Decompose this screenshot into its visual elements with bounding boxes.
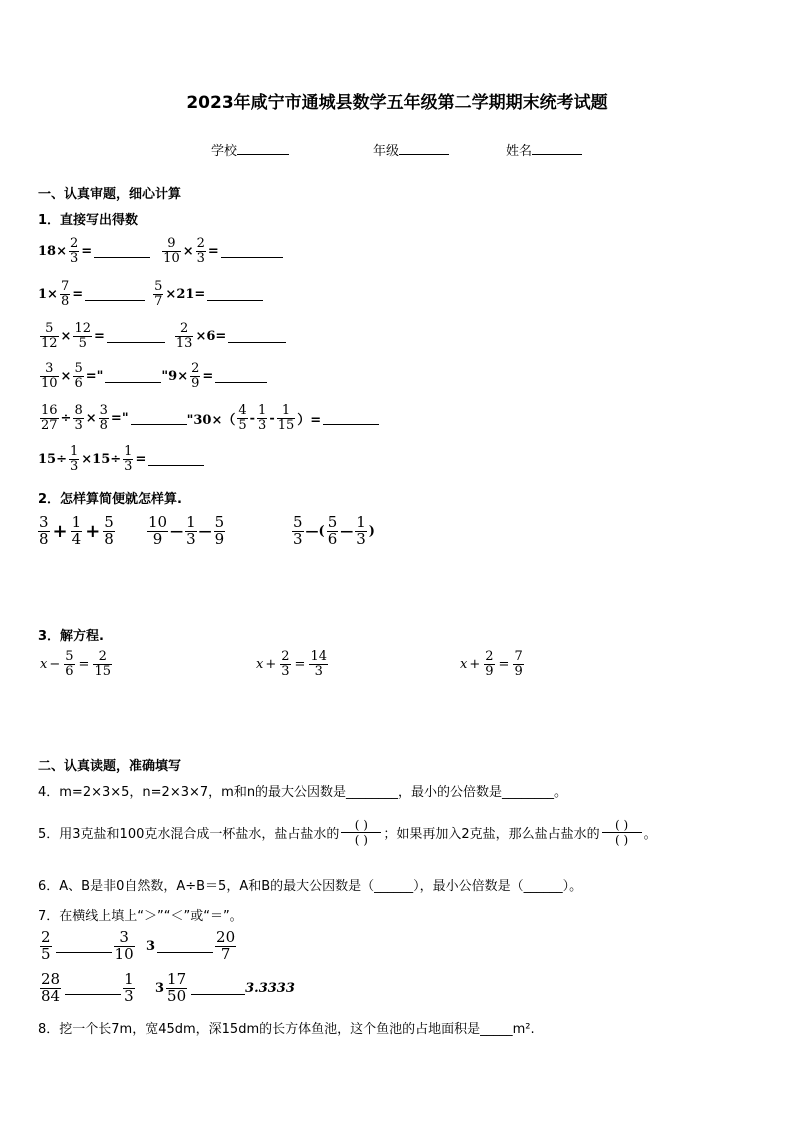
equation-3: x + $\frac{2}{9}$ = $\frac{7}{9}$: [460, 649, 523, 679]
question-7: 7．在横线上填上“＞”“＜”或“＝”。: [38, 909, 243, 924]
equation-2: x + $\frac{2}{3}$ = $\frac{14}{3}$: [256, 649, 327, 679]
page-title: 2023年咸宁市通城县数学五年级第二学期期末统考试题: [186, 93, 608, 113]
question-6: 6．A、B是非0自然数，A÷B＝5，A和B的最大公因数是（______），最小公倍数是（______）。: [38, 879, 583, 894]
question-5: 5．用3克盐和100克水混合成一杯盐水，盐占盐水的 $\frac{( )}{( )}$ ；如果再加入2克盐，那么盐占盐水的 $\frac{( )}{( )}$ 。: [38, 818, 657, 847]
compare-row-1a: $\frac{2}{5}$ $\frac{3}{10}$: [41, 928, 134, 963]
section-2-heading: 二、认真读题，准确填写: [38, 759, 182, 774]
calc-row-4: $\frac{3}{10}$ × $\frac{5}{6}$ =" "9× $\frac{2}{9}$ =: [38, 362, 267, 390]
calc-row-5: $\frac{16}{27}$ ÷ $\frac{8}{3}$ × $\frac{3}{8}$ =" "30×（ $\frac{4}{5}$ - $\frac{1}{3}$ - $\frac{1}{15}$ ）=: [38, 404, 379, 432]
equation-1: x − $\frac{5}{6}$ = $\frac{2}{15}$: [40, 649, 111, 679]
question-2: 2．怎样算简便就怎样算.: [38, 492, 182, 507]
simplify-expr-1: $\frac{3}{8}$ + $\frac{1}{4}$ + $\frac{5}{8}$: [39, 513, 114, 548]
calc-row-3: $\frac{5}{12}$ × $\frac{12}{5}$ = $\frac{2}{13}$ ×6=: [38, 322, 286, 350]
question-3: 3．解方程.: [38, 629, 104, 644]
simplify-expr-3: $\frac{5}{3}$ —( $\frac{5}{6}$ — $\frac{1}{3}$ ): [293, 513, 375, 548]
question-4: 4．m=2×3×5，n=2×3×7，m和n的最大公因数是________，最小的公倍数是________。: [38, 785, 568, 800]
compare-row-2b: 3 $\frac{17}{50}$ 3.3333: [155, 970, 295, 1005]
calc-row-1: 18× $\frac{2}{3}$ = $\frac{9}{10}$ × $\frac{2}{3}$ =: [38, 237, 283, 265]
compare-row-2a: $\frac{28}{84}$ $\frac{1}{3}$: [41, 970, 134, 1005]
simplify-expr-2: $\frac{10}{9}$ — $\frac{1}{3}$ — $\frac{5}{9}$: [148, 513, 225, 548]
question-1: 1．直接写出得数: [38, 213, 139, 228]
name-field: 姓名: [506, 140, 582, 159]
question-8: 8．挖一个长7m，宽45dm，深15dm的长方体鱼池，这个鱼池的占地面积是_____m².: [38, 1022, 535, 1037]
school-field: 学校: [211, 140, 289, 159]
grade-field: 年级: [373, 140, 449, 159]
calc-row-6: 15÷ $\frac{1}{3}$ ×15÷ $\frac{1}{3}$ =: [38, 445, 204, 473]
compare-row-1b: 3 $\frac{20}{7}$: [146, 928, 236, 963]
calc-row-2: 1× $\frac{7}{8}$ = $\frac{5}{7}$ ×21=: [38, 280, 263, 308]
section-1-heading: 一、认真审题，细心计算: [38, 187, 182, 202]
